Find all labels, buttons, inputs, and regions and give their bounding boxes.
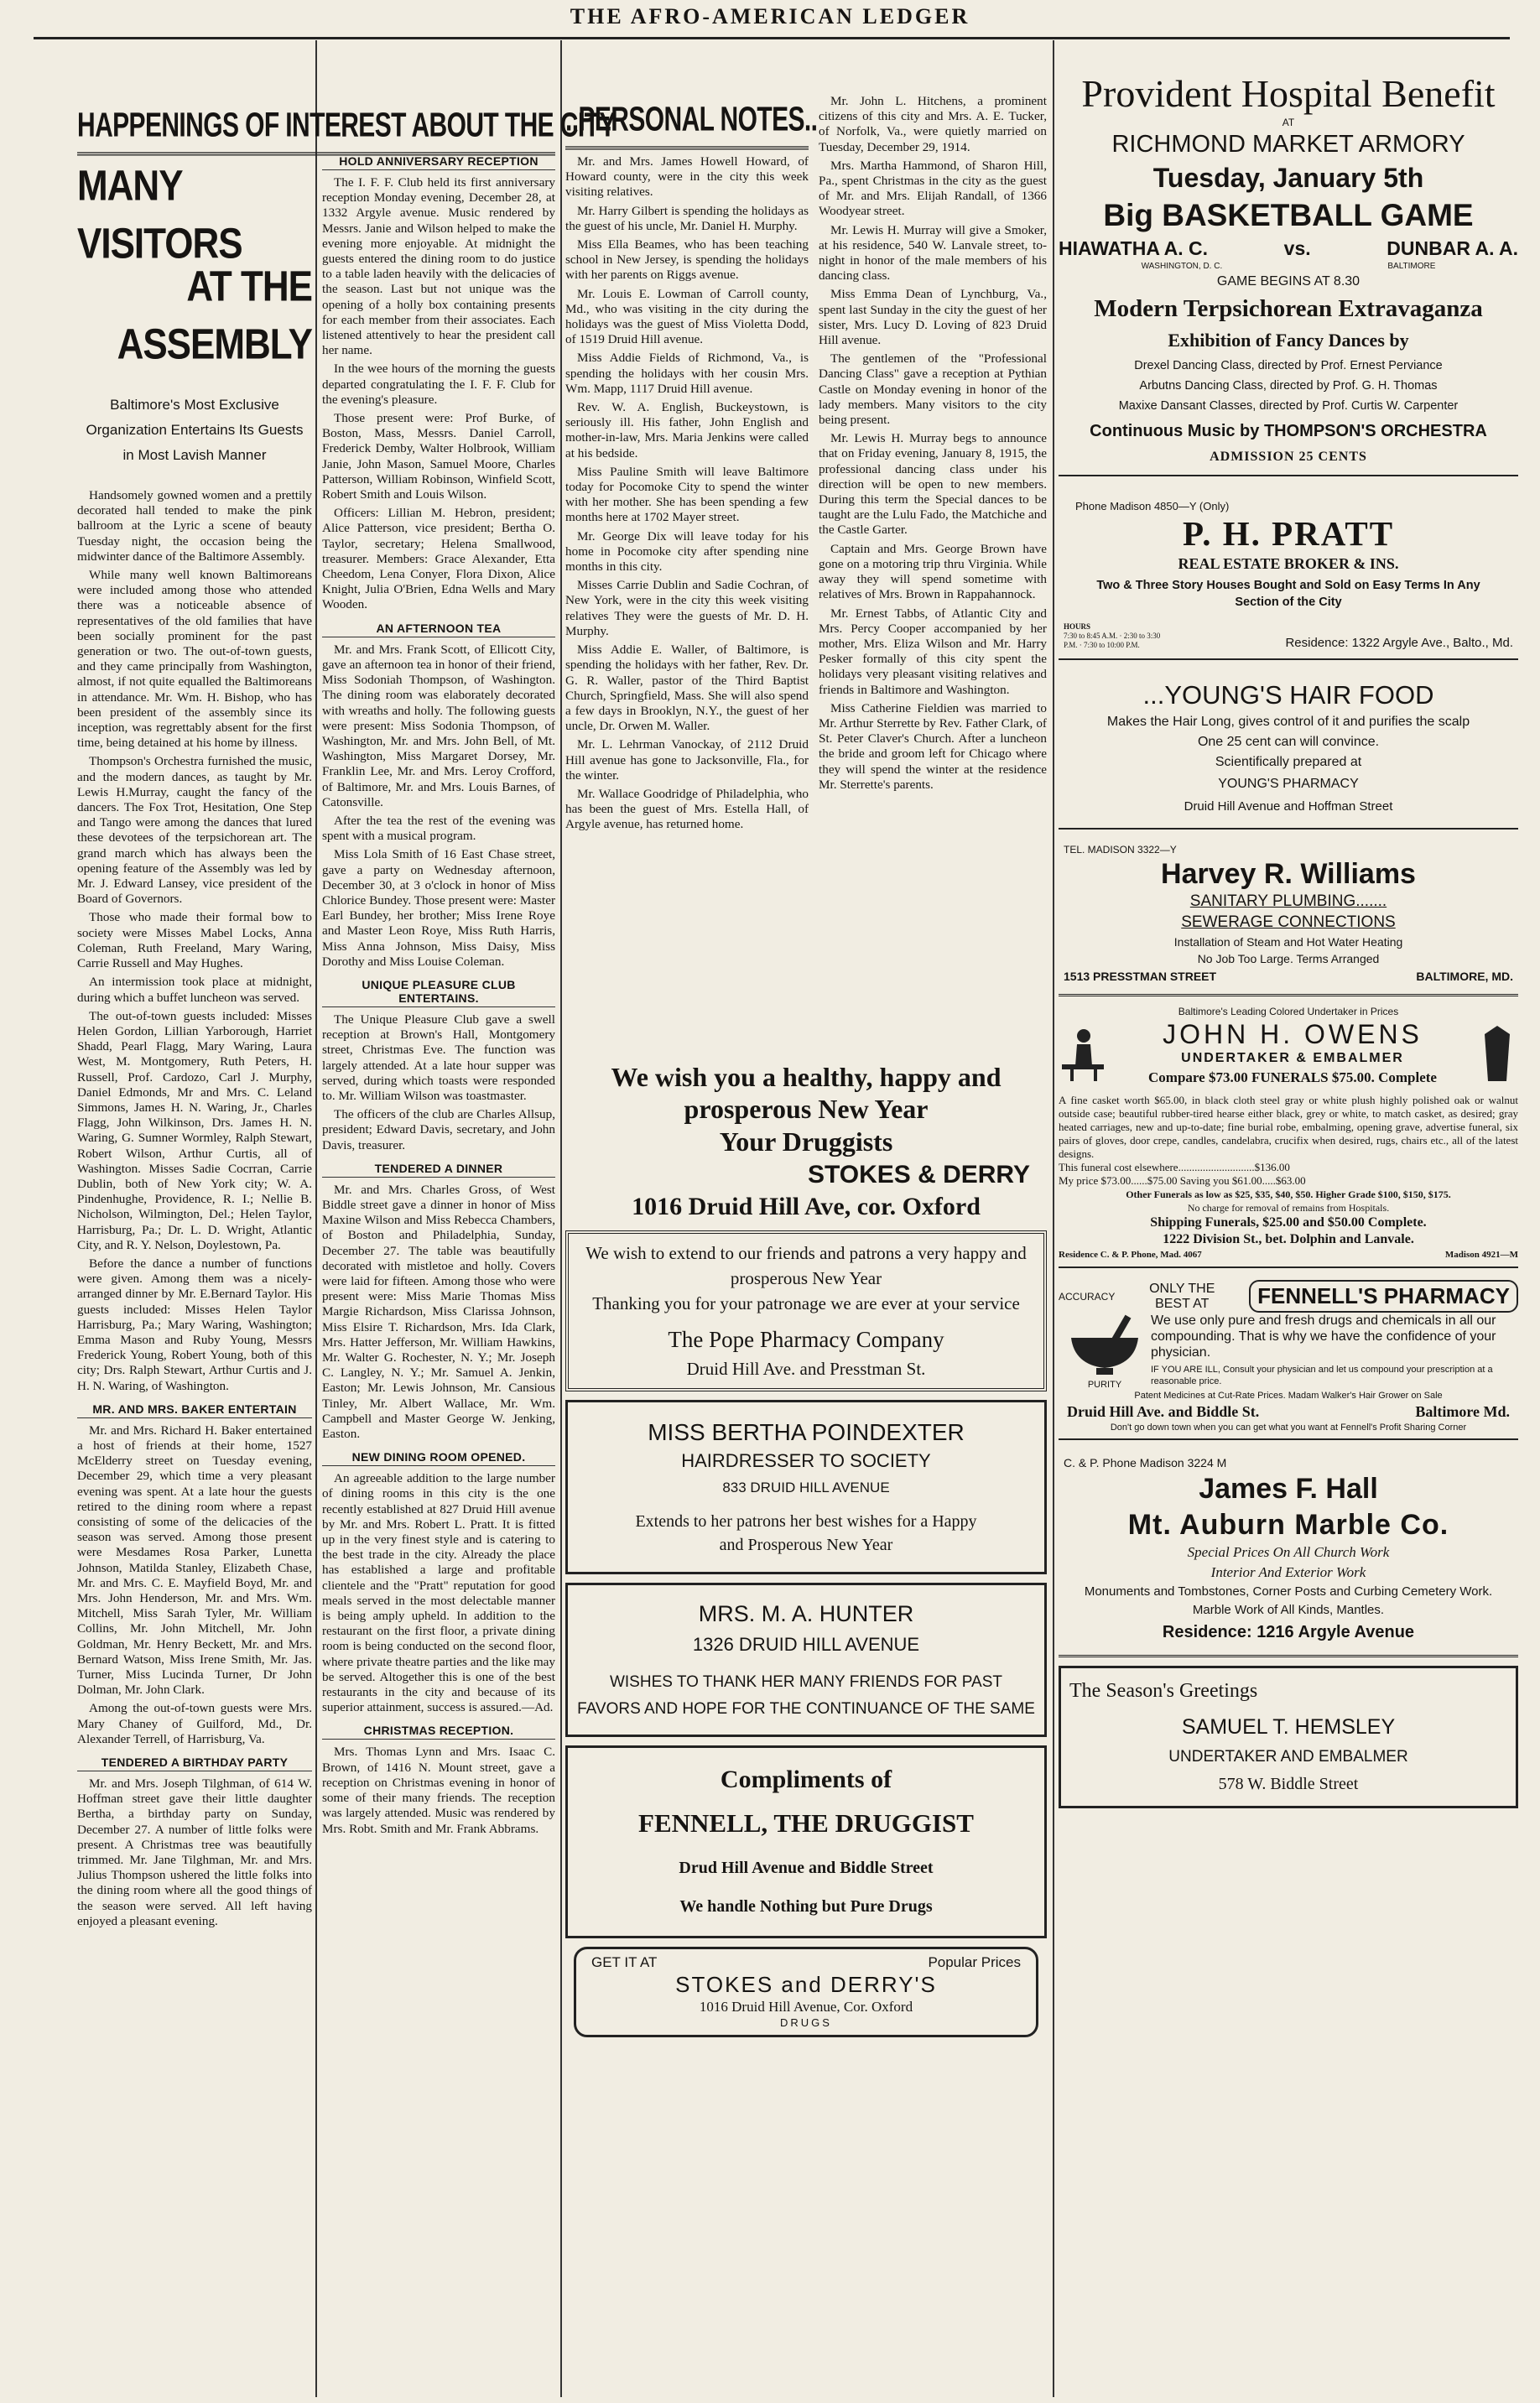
paragraph: Those present were: Prof Burke, of Boston, Mass, Messrs. Daniel Carroll, Frederick Demby, Walter Holbrook, William Janie, John Mason, Samuel Moore, Charles Patterson, William Robinson, Winfield Scott, Robert Smith and Louis Wilson. <box>322 411 555 502</box>
paragraph: Miss Pauline Smith will leave Baltimore today for Pocomoke City to spend the winter with her mother. She has been spending a few months here at 1702 Mayer street. <box>565 464 809 525</box>
subhead-anniversary: HOLD ANNIVERSARY RECEPTION <box>322 154 555 170</box>
personal-notes-banner: ..PERSONAL NOTES.. <box>565 96 809 149</box>
paragraph: Mr. George Dix will leave today for his home in Pocomoke city after spending nine months in this city. <box>565 528 809 575</box>
column-3 <box>565 96 818 1061</box>
james-hall-ad: C. & P. Phone Madison 3224 M James F. Hall Mt. Auburn Marble Co. Special Prices On All Church Work Interior And Exterior Work Monuments and Tombstones, Corner Posts and Curbing Cemetery Work. Marble Work of All Kinds, Mantles. Residence: 1216 Argyle Avenue <box>1059 1449 1518 1657</box>
right-ads <box>1059 72 1518 2399</box>
city-happenings-banner: HAPPENINGS OF INTEREST ABOUT THE CITY <box>77 102 555 149</box>
coffin-icon <box>1476 1024 1518 1083</box>
paragraph: In the wee hours of the morning the guests departed congratulating the I. F. F. Club for the evening's pleasure. <box>322 361 555 407</box>
hunter-ad: MRS. M. A. HUNTER 1326 DRUID HILL AVENUE WISHES TO THANK HER MANY FRIENDS FOR PAST FAVORS AND HOPE FOR THE CONTINUANCE OF THE SAME <box>565 1583 1047 1737</box>
paragraph: Miss Addie Fields of Richmond, Va., is spending the holidays with her cousin Mrs. Wm. Mapp, 1117 Druid Hill avenue. <box>565 351 809 396</box>
paragraph: Mr. Harry Gilbert is spending the holidays as the guest of his uncle, Mr. Daniel H. Murphy. <box>565 203 809 233</box>
stokes-derry-ad: We wish you a healthy, happy and prosperous New Year Your Druggists STOKES & DERRY 1016 Druid Hill Ave, cor. Oxford <box>611 1062 1030 1220</box>
paragraph: The Unique Pleasure Club gave a swell reception at Brown's Hall, Montgomery street, Christmas Eve. The function was largely attended. At a late hour supper was served, during which toasts were responded to. Mr. William Wilson was toastmaster. <box>322 1012 555 1103</box>
paragraph: The out-of-town guests included: Misses Helen Gordon, Lillian Yarborough, Harriet Shadd, Pearl Flagg, Mary Waring, Laura West, M. Montgomery, Ruth Peters, H. Russell, Prof. Cardozo, Carl J. Murphy, Daniel Edmonds, Mr and Mrs. C. Leland Simmons, James H. N. Waring, Jr., Charles Flagg, John Wilkinson, Drs. James H. N. Waring, G. Sumner Wormley, Ralph Stewart, Robert Wilson, Arthur Curtis, all of Washington. Misses Sadie Cocrran, Carrie Dublin, both of New York city; W. A. Pindenhughe, Providence, R. I.; Nellie B. Nicholson, Wilmington, Del.; Helen Taylor, Harrisburg, Pa.; Dr. L. D. Wright, Atlantic City, and R. Y. Nelson, Doylestown, Pa. <box>77 1008 312 1252</box>
john-owens-ad: Baltimore's Leading Colored Undertaker in Prices JOHN H. OWENS UNDERTAKER & EMBALMER Compare $73.00 FUNERALS $75.00. Complete A fine casket worth $65.00, in black cloth steel gray or white plush highly polished oak or walnut outside case; beautiful rubber-tired hearse either black, grey or white, to match casket, as desired; gray heated carriages, new and up-to-date; fine burial robe, embalming, opening grave, advertise funeral, six pairs of gloves, door crepe, candles, candelabra, crucifix when desired, rugs, chairs etc., all of the latest designs. This funeral cost elsewhere............................$136.00 My price $73.00......$75.00 Saving you $61.00.....$63.00 Other Funerals as low as $25, $35, $40, $50. Higher Grade $100, $150, $175. No charge for removal of remains from Hospitals. Shipping Funerals, $25.00 and $50.00 Complete. 1222 Division St., bet. Dolphin and Lanvale. Residence C. & P. Phone, Mad. 4067 Madison 4921—M <box>1059 1005 1518 1268</box>
article-baker <box>77 1423 312 1747</box>
paragraph: Mr. L. Lehrman Vanockay, of 2112 Druid Hill avenue has gone to Jacksonville, Fla., for the winter. <box>565 737 809 783</box>
paragraph: Those who made their formal bow to society were Misses Mabel Locks, Anna Coleman, Ruth Freeland, Mary Waring, Carrie Russell and May Hughes. <box>77 910 312 971</box>
paragraph: Miss Catherine Fieldien was married to Mr. Arthur Sterrette by Rev. Father Clark, of St. Peter Claver's Church. After a luncheon the bride and groom left for Chicago where they will spend the winter at the residence Mr. Sterrette's parents. <box>819 700 1047 792</box>
youngs-hair-food-ad: ...YOUNG'S HAIR FOOD Makes the Hair Long, gives control of it and purifies the scalp One 25 cent can will convince. Scientifically prepared at YOUNG'S PHARMACY Druid Hill Avenue and Hoffman Street <box>1059 668 1518 830</box>
paragraph: Mr. Wallace Goodridge of Philadelphia, who has been the guest of Mrs. Estella Hall, of Argyle avenue, has returned home. <box>565 786 809 832</box>
bertha-poindexter-ad: MISS BERTHA POINDEXTER HAIRDRESSER TO SOCIETY 833 DRUID HILL AVENUE Extends to her patrons her best wishes for a Happy and Prosperous New Year <box>565 1400 1047 1574</box>
subhead-dining-room: NEW DINING ROOM OPENED. <box>322 1450 555 1466</box>
article-dinner <box>322 1183 555 1442</box>
article-birthday <box>77 1776 312 1929</box>
column-rule <box>315 40 317 2397</box>
column-4 <box>819 94 1047 1058</box>
hemsley-ad: The Season's Greetings SAMUEL T. HEMSLEY UNDERTAKER AND EMBALMER 578 W. Biddle Street <box>1059 1666 1518 1808</box>
column-rule <box>1053 40 1054 2397</box>
article-christmas <box>322 1745 555 1836</box>
subhead-tea: AN AFTERNOON TEA <box>322 622 555 637</box>
article-tea <box>322 642 555 970</box>
paragraph: An intermission took place at midnight, during which a buffet luncheon was served. <box>77 975 312 1005</box>
paragraph: The officers of the club are Charles Allsup, president; Edward Davis, secretary, and John Davis, treasurer. <box>322 1107 555 1152</box>
subhead-dinner: TENDERED A DINNER <box>322 1162 555 1178</box>
paragraph: Mr. Louis E. Lowman of Carroll county, Md., who was visiting in the city during the holidays was the guest of Miss Violetta Dodd, of 1519 Druid Hill avenue. <box>565 286 809 347</box>
paragraph: Handsomely gowned women and a prettily decorated hall tended to make the pink ballroom at the Lyric a scene of beauty Tuesday night, the occasion being the midwinter dance of the Baltimore Assembly. <box>77 488 312 564</box>
paragraph: Mr. Ernest Tabbs, of Atlantic City and Mrs. Percy Cooper accompanied by her mother, Mrs. Eliza Wilson and Mr. Harry Pesker formally of this city spent the holidays very pleasant visiting relatives and friends in Baltimore and Washington. <box>819 606 1047 697</box>
fennells-pharmacy-ad: ACCURACY ONLY THE BEST AT FENNELL'S PHARMACY PURITY We use only pure and fresh drugs and chemicals in all our compounding. That is why we have the confidence of your physician. IF YOU ARE ILL, Consult your physician and let us compound your prescription at a reasonable price. Patent Medicines at Cut-Rate Prices. Madam Walker's Hair Grower on Sale Druid Hill Ave. and Biddle St. Baltimore Md. Don't go down town when you can get what you want at Fennell's Profit Sharing Corner <box>1059 1277 1518 1440</box>
headline-deck: Baltimore's Most Exclusive Organization Entertains Its Guests in Most Lavish Manner <box>86 397 304 463</box>
column-2 <box>322 153 555 2397</box>
article-dining-room <box>322 1471 555 1715</box>
paragraph: Mr. Lewis H. Murray begs to announce that on Friday evening, January 8, 1915, the professional dancing class under his direction will be open to new members. During this term the Special dances to be taught are the Lulu Fado, the Matchiche and the Castle Garter. <box>819 431 1047 538</box>
mourner-icon <box>1059 1024 1109 1083</box>
paragraph: Mr. John L. Hitchens, a prominent citizens of this city and Mrs. A. E. Tucker, of Norfolk, Va., were quietly married on Tuesday, December 29, 1914. <box>819 94 1047 154</box>
paragraph: After the tea the rest of the evening was spent with a musical program. <box>322 813 555 844</box>
paragraph: Mrs. Martha Hammond, of Sharon Hill, Pa., spent Christmas in the city as the guest of Mr. and Mrs. Elijah Randall, of 1366 Woodyear street. <box>819 158 1047 219</box>
article-assembly <box>77 488 312 1394</box>
masthead: THE AFRO-AMERICAN LEDGER <box>570 4 970 29</box>
paragraph: Rev. W. A. English, Buckeystown, is seriously ill. His father, John English and mother-in-law, Mrs. Maria Jenkins were called at his bedside. <box>565 400 809 460</box>
paragraph: Mr. Lewis H. Murray will give a Smoker, at his residence, 540 W. Lanvale street, to-night in honor of the male members of his dancing class. <box>819 222 1047 283</box>
paragraph: Mr. and Mrs. Joseph Tilghman, of 614 W. Hoffman street gave their little daughter Bertha, a birthday party on Sunday, December 27. A number of little folks were present. A Christmas tree was beautifully trimmed. Mr. Jane Tilghman, Mr. and Mrs. Julius Thompson ushered the little folks into the dining room where all the good things of the season were served. All left having enjoyed a pleasant evening. <box>77 1776 312 1928</box>
fennell-compliments-ad: Compliments of FENNELL, THE DRUGGIST Drud Hill Avenue and Biddle Street We handle Nothing but Pure Drugs <box>565 1745 1047 1938</box>
paragraph: Among the out-of-town guests were Mrs. Mary Chaney of Guilford, Md., Dr. Alexander Terrell, of Harrisburg, Va. <box>77 1701 312 1746</box>
paragraph: Mr. and Mrs. Charles Gross, of West Biddle street gave a dinner in honor of Miss Maxine Wilson and Miss Rebecca Chambers, of Boston and Philadelphia, Sunday, December 27. The table was beautifully decorated with mistletoe and holly. Covers were laid for fifteen. Among those who were present were: Miss Marie Thomas Miss Margie Richardson, Miss Clarissa Johnson, Miss Elsire T. Richardson, Mrs. Ida Clark, Mrs. Hatter Jefferson, Mr. William Hawkins, Mr. Walter G. Rochester, N. Y.; Mr. Joseph C. Langley, N. Y.; Mr. Samuel A. Jenkin, Easton; Mr. Lewis Johnson, Mr. Cansious Tinley, Mr. Albert Wallace, Mr. Wm. Campbell and Master George W. Jenking, Easton. <box>322 1182 555 1442</box>
paragraph: Mrs. Thomas Lynn and Mrs. Isaac C. Brown, of 1416 N. Mount street, gave a reception on Christmas evening in honor of some of their many friends. The reception was largely attended. Music was rendered by Mrs. Robt. Smith and Mr. Frank Abbrams. <box>322 1745 555 1836</box>
paragraph: Mr. and Mrs. Richard H. Baker entertained a host of friends at their home, 1527 McElderry street on Tuesday evening, December 29, which time a very pleasant evening was spent. At a late hour the guests retired to the dining room where a repast consisting of some of the delicacies of the season was served. Among those present were Mesdames Rosa Parker, Lunetta Johnson, Matilda Stanley, Elizabeth Chase, Mr. and Mrs. C. E. Mayfield Boyd, Mr. and Mrs. John Henderson, Mr. and Mrs. Wm. Mitchell, Miss Sarah Tyler, Mr. William Collins, Mr. John Mitchell, Mr. John Goldman, Mr. Henry Beckett, Mr. and Mrs. Bernard Watson, Miss Irene Smith, Mr. Jas. Turner, Miss Lucinda Turner, Dr John Dolman, Mr. John Clark. <box>77 1423 312 1698</box>
article-unique-club <box>322 1012 555 1153</box>
stokes-derry-drugs-ad: GET IT AT Popular Prices STOKES and DERRY'S 1016 Druid Hill Avenue, Cor. Oxford DRUGS <box>574 1947 1038 2037</box>
headline-line-1: MANY VISITORS <box>77 162 242 268</box>
paragraph: Officers: Lillian M. Hebron, president; Alice Patterson, vice president; Bertha O. Taylor, secretary; Helena Smallwood, treasurer. Members: Grace Alexander, Etta Cheedom, Lena Conyer, Flora Dixon, Alice Knight, Julia O'Brien, Edna Wells and Mary Wooden. <box>322 506 555 612</box>
paragraph: Miss Lola Smith of 16 East Chase street, gave a party on Wednesday afternoon, December 30, at 3 o'clock in honor of Miss Chlorice Bundey. Those present were: Master Earl Bundey, her brother; Miss Irene Roye and Master Leon Roye, Miss Ruth Harris, Miss Anna Johnson, Miss Daisy, Miss Dorothy and Miss Louise Coleman. <box>322 847 555 969</box>
paragraph: Before the dance a number of functions were given. Among them was a nicely-arranged dinner by Mr. E.Bernard Taylor. His guests included: Misses Helen Taylor Harrisburg, Pa.; Mary Waring, Washington; Emma Mason and Ruby Young, Messrs Frederick Young, Robert Young, both of this city; Drs. Ralph Stewart, Arthur Curtis and J. H. N. Waring, of Washington. <box>77 1256 312 1393</box>
paragraph: Miss Ella Beames, who has been teaching school in New Jersey, is spending the holidays with her parents on Riggs avenue. <box>565 237 809 283</box>
subhead-birthday: TENDERED A BIRTHDAY PARTY <box>77 1755 312 1771</box>
paragraph: Captain and Mrs. George Brown have gone on a motoring trip thru Virginia. While away they will spend sometime with relatives of Mrs. Brown in Rappahannock. <box>819 541 1047 602</box>
masthead-rule <box>34 37 1510 39</box>
harvey-williams-ad: TEL. MADISON 3322—Y Harvey R. Williams SANITARY PLUMBING....... SEWERAGE CONNECTIONS Installation of Steam and Hot Water Heating No Job Too Large. Terms Arranged 1513 PRESSTMAN STREET BALTIMORE, MD. <box>1059 838 1518 996</box>
column-rule <box>560 40 562 2397</box>
middle-ads <box>565 1061 1047 2399</box>
mortar-pestle-icon <box>1063 1313 1147 1380</box>
subhead-christmas: CHRISTMAS RECEPTION. <box>322 1724 555 1740</box>
provident-hospital-ad: Provident Hospital Benefit AT RICHMOND MARKET ARMORY Tuesday, January 5th Big BASKETBALL GAME HIAWATHA A. C. vs. DUNBAR A. A. WASHINGTON, D. C. BALTIMORE GAME BEGINS AT 8.30 Modern Terpsichorean Extravaganza Exhibition of Fancy Dances by Drexel Dancing Class, directed by Prof. Ernest Perviance Arbutns Dancing Class, directed by Prof. G. H. Thomas Maxixe Dansant Classes, directed by Prof. Curtis W. Carpenter Continuous Music by THOMPSON'S ORCHESTRA ADMISSION 25 CENTS <box>1059 72 1518 476</box>
paragraph: Mr. and Mrs. Frank Scott, of Ellicott City, gave an afternoon tea in honor of their friend, Miss Sodoniah Thompson, of Washington. The dining room was elaborately decorated with wreaths and holly. The following guests were present: Miss Sodonia Thompson, of Washington, Mr. and Mrs. John Bell, of Mt. Washington, Miss Margaret Dorsey, Mr. Franklin Lee, Mr. and Mrs. Leroy Crofford, of Baltimore, Mr. and Mrs. Louis Barnes, of Catonsville. <box>322 642 555 809</box>
personal-notes <box>565 154 809 833</box>
pratt-ad: Phone Madison 4850—Y (Only) P. H. PRATT REAL ESTATE BROKER & INS. Two & Three Story Houses Bought and Sold on Easy Terms In Any Section of the City HOURS 7:30 to 8:45 A.M. · 2:30 to 3:30 P.M. · 7:30 to 10:00 P.M. Residence: 1322 Argyle Ave., Balto., Md. <box>1059 485 1518 660</box>
pope-pharmacy-ad: We wish to extend to our friends and patrons a very happy and prosperous New Year Thanking you for your patronage we are ever at your service The Pope Pharmacy Company Druid Hill Ave. and Presstman St. <box>565 1230 1047 1391</box>
paragraph: Miss Addie E. Waller, of Baltimore, is spending the holidays with her father, Rev. Dr. G. R. Waller, pastor of the Third Baptist Church, Springfield, Mass. She will also spend a few days in Brooklyn, N.Y., the guest of her uncle, Dr. Orwen M. Waller. <box>565 642 809 734</box>
paragraph: Miss Emma Dean of Lynchburg, Va., spent last Sunday in the city the guest of her sister, Mrs. Lucy D. Loving of 823 Druid Hill avenue. <box>819 287 1047 348</box>
column-1 <box>77 158 312 2397</box>
article-anniversary <box>322 175 555 613</box>
paragraph: Mr. and Mrs. James Howell Howard, of Howard county, were in the city this week visiting relatives. <box>565 154 809 200</box>
subhead-unique-club: UNIQUE PLEASURE CLUB ENTERTAINS. <box>322 978 555 1007</box>
paragraph: The I. F. F. Club held its first anniversary reception Monday evening, December 28, at 1332 Argyle avenue. Music rendered by Messrs. Janie and Wilson helped to make the evening more enjoyable. At midnight the guests entered the dining room to do justice to a table laden heavily with the delicacies of the season. Last but not unique was the opening of a holly box containing presents for each member from their associates. Each listened attentively to hear the president call her name. <box>322 175 555 358</box>
paragraph: The gentlemen of the "Professional Dancing Class" gave a reception at Pythian Castle on Monday evening in honor of the lady members. Many visitors to the city being present. <box>819 351 1047 428</box>
personal-notes-continued <box>819 94 1047 793</box>
paragraph: Misses Carrie Dublin and Sadie Cochran, of New York, were in the city this week visiting relatives They were the guests of Mr. D. H. Murphy. <box>565 578 809 638</box>
paragraph: Thompson's Orchestra furnished the music, and the modern dances, as taught by Mr. Lewis H.Murray, caught the fancy of the dancers. The Fox Trot, Hesitation, One Step and Tango were among the dances that lured these devotees of the terpsichorean art. The grand march which has always been the opening feature of the Assembly was led by Mr. J. Edward Lansey, vice president of the Board of Governors. <box>77 754 312 907</box>
subhead-baker: MR. AND MRS. BAKER ENTERTAIN <box>77 1402 312 1418</box>
paragraph: An agreeable addition to the large number of dining rooms in this city is the one recently established at 827 Druid Hill avenue by Mr. and Mrs. Robert L. Pratt. It is fitted up in the very finest style and is catering to the best trade in the city. Already the place has established a large and profitable clientele and the "Pratt" reputation for good meals served in the most delectable manner is being amply upheld. In addition to the restaurant on the first floor, a private dining room is being conducted on the second floor, where private theatre parties and the like may be served. Altogether this is one of the best restaurants in the city and because of its superior attainment, success is assured.—Ad. <box>322 1471 555 1715</box>
headline-line-2: AT THE ASSEMBLY <box>117 263 312 369</box>
paragraph: While many well known Baltimoreans were included among those who attended there was a noticeable absence of representatives of the old families that have been socially prominent for the past generation or two. The out-of-town guests, and they came principally from Washington, almost, if not quite equalled the Baltimoreans in attendance. Mr. Wm. H. Bishop, who has been president of the assembly since its inception, was regrettably absent for the first time, being detained at his home by illness. <box>77 568 312 751</box>
